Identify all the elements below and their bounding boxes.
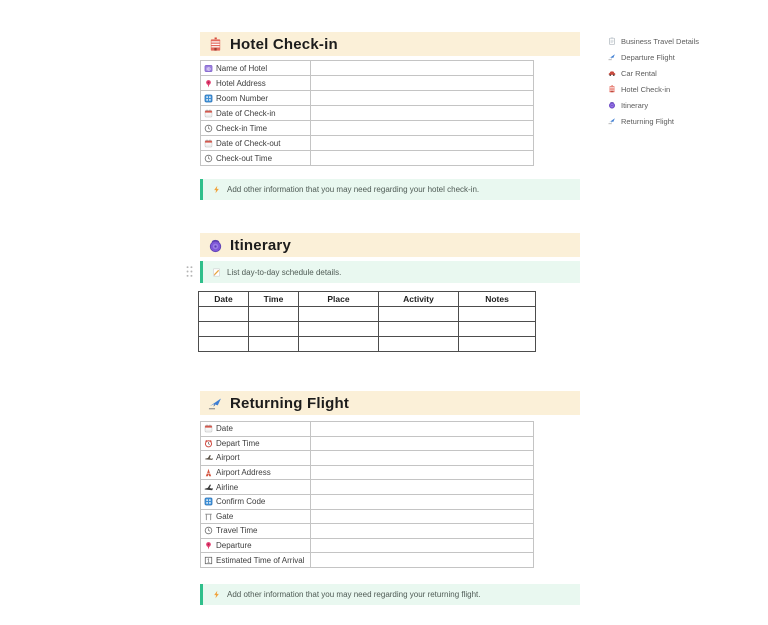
field-label-cell[interactable] — [201, 524, 311, 539]
field-label-cell[interactable] — [201, 422, 311, 437]
car-icon — [608, 69, 616, 77]
section-heading-itinerary[interactable] — [200, 233, 580, 257]
field-label-cell[interactable] — [201, 553, 311, 568]
toc-item-business-travel-details[interactable] — [608, 33, 699, 49]
returning-flight-table — [200, 421, 534, 568]
table-row — [201, 553, 534, 568]
clock-icon — [204, 526, 213, 535]
toc-item-itinerary[interactable] — [608, 97, 699, 113]
section-title[interactable]: Itinerary — [230, 236, 291, 254]
section-heading-hotel-checkin[interactable] — [200, 32, 580, 56]
field-label: Departure — [216, 541, 252, 551]
table-row — [199, 322, 536, 337]
table-row — [201, 76, 534, 91]
callout-text: List day-to-day schedule details. — [227, 267, 342, 277]
alarm-clock-purple-icon — [208, 238, 223, 253]
calendar-icon — [204, 109, 213, 118]
toc-item-label: Itinerary — [621, 100, 649, 110]
field-label: Depart Time — [216, 438, 260, 448]
gate-icon — [204, 512, 213, 521]
table-row — [199, 337, 536, 352]
field-label: Date of Check-out — [216, 138, 281, 148]
clock-icon — [204, 124, 213, 133]
itinerary-table — [198, 291, 536, 352]
field-value-cell[interactable] — [311, 465, 534, 480]
table-row — [201, 61, 534, 76]
airplane-departure-icon — [608, 117, 616, 125]
table-row — [201, 509, 534, 524]
table-row — [201, 480, 534, 495]
field-label-cell[interactable] — [201, 76, 311, 91]
alarm-clock-red-icon — [204, 439, 213, 448]
tower-icon — [204, 468, 213, 477]
table-row — [201, 106, 534, 121]
section-heading-returning-flight[interactable] — [200, 391, 580, 415]
field-label-cell[interactable] — [201, 61, 311, 76]
field-label-cell[interactable] — [201, 480, 311, 495]
numbers-icon — [204, 94, 213, 103]
field-value-cell[interactable] — [311, 538, 534, 553]
column-header[interactable]: Place — [299, 292, 379, 307]
table-row — [201, 465, 534, 480]
field-label-cell[interactable] — [201, 436, 311, 451]
field-label: Travel Time — [216, 526, 258, 536]
field-value-cell[interactable] — [311, 451, 534, 466]
toc-item-label: Departure Flight — [621, 52, 675, 62]
column-header[interactable]: Date — [199, 292, 249, 307]
alarm-clock-purple-icon — [608, 101, 616, 109]
field-label-cell[interactable] — [201, 151, 311, 166]
field-label: Estimated Time of Arrival — [216, 555, 305, 565]
toc-item-departure-flight[interactable] — [608, 49, 699, 65]
id-badge-icon — [204, 64, 213, 73]
hotel-icon — [208, 37, 223, 52]
table-row — [201, 524, 534, 539]
table-row — [201, 136, 534, 151]
field-label: Date of Check-in — [216, 108, 276, 118]
callout-text: Add other information that you may need regarding your hotel check-in. — [227, 185, 480, 194]
field-label: Date — [216, 424, 233, 434]
calendar-icon — [204, 139, 213, 148]
hotel-checkin-table — [200, 60, 534, 166]
table-row — [201, 91, 534, 106]
table-cell[interactable] — [249, 307, 299, 322]
field-label-cell[interactable] — [201, 136, 311, 151]
field-label: Airport Address — [216, 468, 271, 478]
boxed-number-icon — [204, 556, 213, 565]
toc-item-returning-flight[interactable] — [608, 113, 699, 129]
section-title[interactable]: Hotel Check-in — [230, 35, 338, 53]
table-row — [199, 307, 536, 322]
field-label-cell[interactable] — [201, 465, 311, 480]
toc-item-label: Hotel Check-in — [621, 84, 671, 94]
field-value-cell[interactable] — [311, 553, 534, 568]
airplane-departure-icon — [608, 53, 616, 61]
field-value-cell[interactable] — [311, 524, 534, 539]
lightning-icon — [212, 590, 221, 599]
column-header[interactable]: Activity — [379, 292, 459, 307]
field-label: Hotel Address — [216, 78, 266, 88]
field-label-cell[interactable] — [201, 106, 311, 121]
calendar-icon — [204, 424, 213, 433]
field-value-cell[interactable] — [311, 121, 534, 136]
table-cell[interactable] — [379, 322, 459, 337]
field-value-cell[interactable] — [311, 91, 534, 106]
field-label-cell[interactable] — [201, 509, 311, 524]
field-value-cell[interactable] — [311, 106, 534, 121]
field-value-cell[interactable] — [311, 151, 534, 166]
field-label: Name of Hotel — [216, 63, 268, 73]
memo-icon — [212, 268, 221, 277]
drag-handle-icon[interactable] — [185, 265, 194, 278]
table-header-row — [199, 292, 536, 307]
field-value-cell[interactable] — [311, 436, 534, 451]
table-cell[interactable] — [459, 337, 536, 352]
toc-item-label: Returning Flight — [621, 116, 674, 126]
field-label-cell[interactable] — [201, 91, 311, 106]
table-row — [201, 451, 534, 466]
field-label: Confirm Code — [216, 497, 266, 507]
airplane-departure-icon — [208, 396, 223, 411]
table-cell[interactable] — [199, 337, 249, 352]
column-header[interactable]: Time — [249, 292, 299, 307]
hotel-checkin-callout[interactable] — [200, 179, 580, 200]
table-cell[interactable] — [249, 337, 299, 352]
table-cell[interactable] — [199, 322, 249, 337]
field-label: Room Number — [216, 93, 269, 103]
location-pin-icon — [204, 79, 213, 88]
table-row — [201, 151, 534, 166]
field-label: Check-out Time — [216, 153, 273, 163]
field-value-cell[interactable] — [311, 422, 534, 437]
table-cell[interactable] — [379, 307, 459, 322]
table-row — [201, 422, 534, 437]
clipboard-icon — [608, 37, 616, 45]
table-cell[interactable] — [379, 337, 459, 352]
field-label-cell[interactable] — [201, 538, 311, 553]
field-label: Airport — [216, 453, 240, 463]
field-value-cell[interactable] — [311, 480, 534, 495]
field-label-cell[interactable] — [201, 451, 311, 466]
toc-item-car-rental[interactable] — [608, 65, 699, 81]
table-cell[interactable] — [459, 322, 536, 337]
table-row — [201, 538, 534, 553]
table-cell[interactable] — [199, 307, 249, 322]
field-label: Gate — [216, 511, 234, 521]
section-title[interactable]: Returning Flight — [230, 394, 350, 412]
small-airplane-icon — [204, 453, 213, 462]
field-label-cell[interactable] — [201, 121, 311, 136]
toc-item-label: Car Rental — [621, 68, 657, 78]
location-pin-icon — [204, 541, 213, 550]
callout-text: Add other information that you may need regarding your returning flight. — [227, 590, 481, 599]
itinerary-callout[interactable] — [200, 261, 580, 283]
lightning-icon — [212, 185, 221, 194]
table-cell[interactable] — [299, 322, 379, 337]
table-cell[interactable] — [459, 307, 536, 322]
toc-item-hotel-checkin[interactable] — [608, 81, 699, 97]
table-cell[interactable] — [249, 322, 299, 337]
table-row — [201, 121, 534, 136]
hotel-icon — [608, 85, 616, 93]
table-row — [201, 436, 534, 451]
table-cell[interactable] — [299, 337, 379, 352]
table-cell[interactable] — [299, 307, 379, 322]
field-label: Check-in Time — [216, 123, 268, 133]
column-header[interactable]: Notes — [459, 292, 536, 307]
field-value-cell[interactable] — [311, 136, 534, 151]
table-of-contents — [608, 33, 699, 129]
field-value-cell[interactable] — [311, 494, 534, 509]
field-value-cell[interactable] — [311, 509, 534, 524]
numbers-icon — [204, 497, 213, 506]
field-label-cell[interactable] — [201, 494, 311, 509]
returning-flight-callout[interactable] — [200, 584, 580, 605]
toc-item-label: Business Travel Details — [621, 36, 699, 46]
table-row — [201, 494, 534, 509]
field-value-cell[interactable] — [311, 76, 534, 91]
airplane-icon — [204, 483, 213, 492]
field-label: Airline — [216, 482, 239, 492]
field-value-cell[interactable] — [311, 61, 534, 76]
clock-icon — [204, 154, 213, 163]
